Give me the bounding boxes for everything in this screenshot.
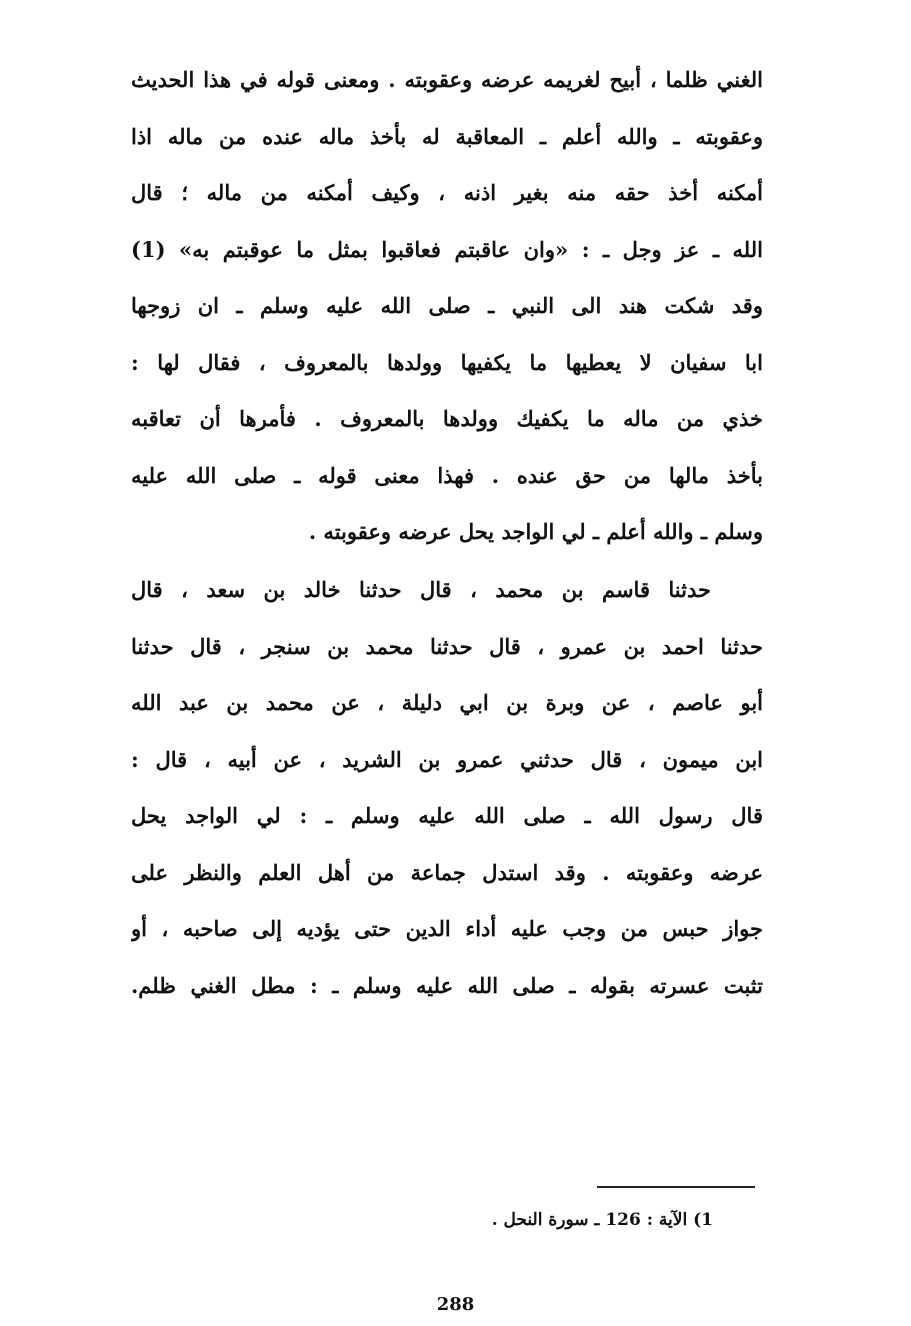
text-line: وعقوبته ـ والله أعلم ـ المعاقبة له بأخذ ماله عنده من ماله اذا	[131, 123, 763, 149]
text-line: ابن ميمون ، قال حدثني عمرو بن الشريد ، عن أبيه ، قال :	[131, 746, 763, 772]
text-line: حدثنا احمد بن عمرو ، قال حدثنا محمد بن سنجر ، قال حدثنا	[131, 633, 763, 659]
text-line: الله ـ عز وجل ـ : «وان عاقبتم فعاقبوا بمثل ما عوقبتم به» (1)	[131, 236, 763, 262]
text-line: أمكنه أخذ حقه منه بغير اذنه ، وكيف أمكنه من ماله ؛ قال	[131, 180, 763, 205]
text-line: بأخذ مالها من حق عنده . فهذا معنى قوله ـ صلى الله عليه	[131, 462, 763, 488]
text-line: وسلم ـ والله أعلم ـ لي الواجد يحل عرضه وعقوبته .	[308, 519, 763, 544]
footnote-divider	[597, 1186, 755, 1188]
text-line: حدثنا قاسم بن محمد ، قال حدثنا خالد بن سعد ، قال	[131, 577, 711, 602]
text-line: خذي من ماله ما يكفيك وولدها بالمعروف . فأمرها أن تعاقبه	[131, 406, 763, 431]
text-line: أبو عاصم ، عن وبرة بن ابي دليلة ، عن محمد بن عبد الله	[131, 690, 763, 715]
page-number: 288	[436, 1294, 475, 1315]
text-line: ابا سفيان لا يعطيها ما يكفيها وولدها بالمعروف ، فقال لها :	[131, 349, 763, 375]
text-line: وقد شكت هند الى النبي ـ صلى الله عليه وسلم ـ ان زوجها	[131, 293, 763, 318]
footnote: 1) الآية : 126 ـ سورة النحل .	[491, 1210, 713, 1230]
text-line: جواز حبس من وجب عليه أداء الدين حتى يؤديه إلى صاحبه ، أو	[131, 916, 763, 941]
paragraph-2	[131, 562, 763, 1014]
text-line: عرضه وعقوبته . وقد استدل جماعة من أهل العلم والنظر على	[131, 859, 763, 885]
text-line: الغني ظلما ، أبيح لغريمه عرضه وعقوبته . ومعنى قوله في هذا الحديث	[131, 67, 763, 92]
paragraph-1	[131, 52, 763, 561]
text-line: تثبت عسرته بقوله ـ صلى الله عليه وسلم ـ : مطل الغني ظلم.	[131, 972, 763, 998]
text-line: قال رسول الله ـ صلى الله عليه وسلم ـ : لي الواجد يحل	[131, 803, 763, 828]
